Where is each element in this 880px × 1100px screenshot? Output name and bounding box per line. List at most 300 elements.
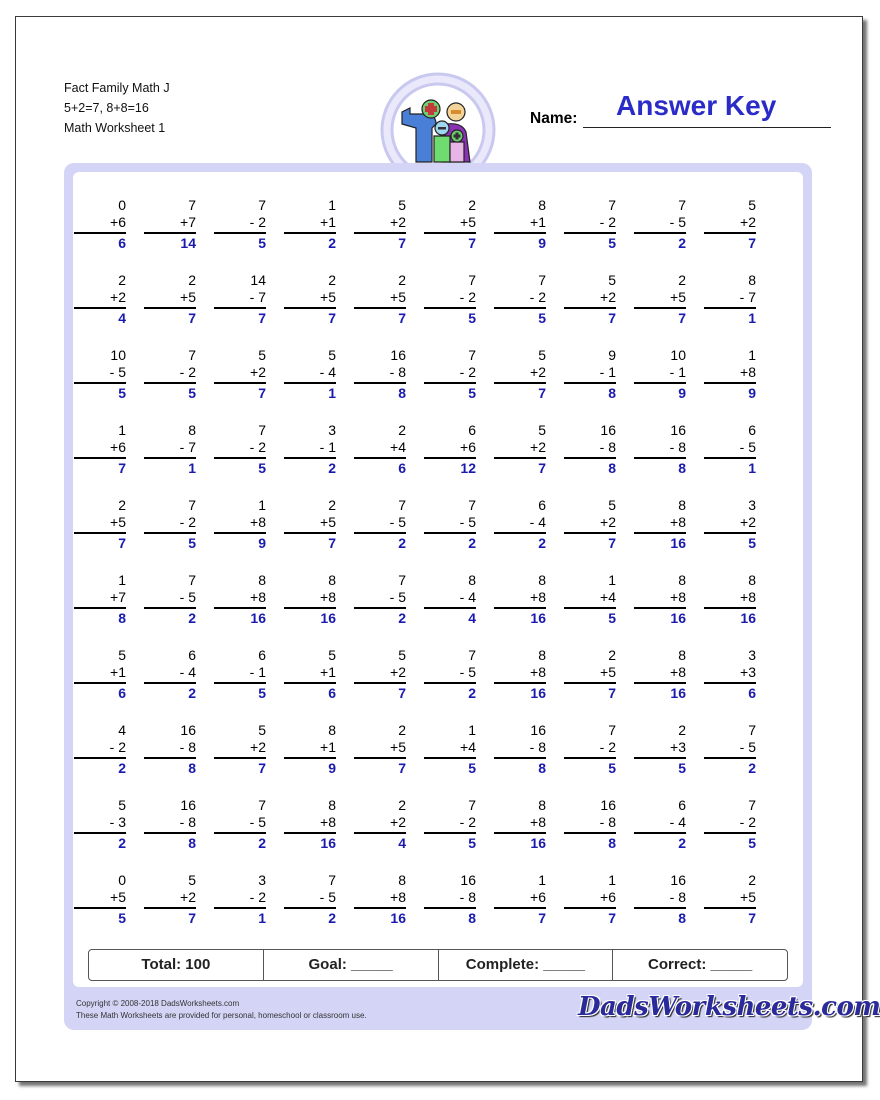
problem-operand: +2 [180, 889, 196, 905]
answer-line [284, 457, 336, 459]
correct-field[interactable]: Correct: _____ [648, 956, 753, 973]
answer-line [704, 307, 756, 309]
problem-top-number: 4 [118, 722, 126, 738]
problem [704, 422, 756, 486]
problem [634, 572, 686, 636]
problem-answer: 7 [608, 685, 616, 701]
problem [564, 347, 616, 411]
problem [74, 722, 126, 786]
answer-line [144, 757, 196, 759]
answer-line [494, 232, 546, 234]
problem-top-number: 7 [468, 797, 476, 813]
problem [284, 272, 336, 336]
problem [214, 872, 266, 936]
problem-answer: 8 [398, 385, 406, 401]
problem [354, 347, 406, 411]
problem-top-number: 8 [748, 572, 756, 588]
problem-operand: - 8 [459, 889, 476, 905]
answer-line [704, 532, 756, 534]
problem [564, 797, 616, 861]
answer-line [74, 532, 126, 534]
problem-operand: - 5 [739, 739, 756, 755]
answer-line [564, 457, 616, 459]
problem-operand: +2 [110, 289, 126, 305]
problem [144, 347, 196, 411]
problem-top-number: 1 [118, 572, 126, 588]
problem-top-number: 2 [188, 272, 196, 288]
problem-answer: 9 [538, 235, 546, 251]
problem [634, 347, 686, 411]
brand-logo: DadsWorksheets.com [578, 992, 880, 1022]
problem-answer: 7 [468, 235, 476, 251]
worksheet-number: Math Worksheet 1 [64, 121, 166, 135]
problem-operand: - 2 [179, 364, 196, 380]
answer-line [214, 757, 266, 759]
answer-line [284, 607, 336, 609]
complete-field[interactable]: Complete: _____ [439, 950, 614, 980]
problem-answer: 16 [390, 910, 406, 926]
answer-line [354, 232, 406, 234]
problem-answer: 7 [188, 310, 196, 326]
answer-line [74, 232, 126, 234]
answer-line [354, 832, 406, 834]
problem-operand: +8 [320, 814, 336, 830]
problem-operand: +6 [110, 439, 126, 455]
problem-operand: - 2 [599, 739, 616, 755]
problem-answer: 2 [678, 235, 686, 251]
answer-line [214, 457, 266, 459]
problem [494, 422, 546, 486]
problem-top-number: 5 [258, 722, 266, 738]
problem-operand: +5 [460, 214, 476, 230]
answer-line [494, 832, 546, 834]
problem-answer: 4 [468, 610, 476, 626]
problem-answer: 16 [250, 610, 266, 626]
problem-operand: +7 [180, 214, 196, 230]
problem-top-number: 7 [748, 722, 756, 738]
answer-line [634, 757, 686, 759]
problem [214, 422, 266, 486]
problem-top-number: 16 [600, 797, 616, 813]
problem [74, 572, 126, 636]
problem-operand: +8 [670, 514, 686, 530]
problem-operand: - 1 [599, 364, 616, 380]
problem [144, 797, 196, 861]
problem-top-number: 7 [748, 797, 756, 813]
problem-operand: - 2 [109, 739, 126, 755]
problem-operand: +5 [180, 289, 196, 305]
problem-answer: 5 [748, 535, 756, 551]
problem-top-number: 8 [188, 422, 196, 438]
problem-answer: 5 [468, 385, 476, 401]
problem [214, 722, 266, 786]
problem [214, 647, 266, 711]
problem-top-number: 2 [678, 722, 686, 738]
problem-operand: +5 [320, 514, 336, 530]
problem-top-number: 2 [398, 722, 406, 738]
problem-top-number: 7 [258, 797, 266, 813]
problem-operand: - 5 [249, 814, 266, 830]
problem-operand: - 4 [529, 514, 546, 530]
answer-line [564, 532, 616, 534]
problem [704, 722, 756, 786]
problem [284, 422, 336, 486]
answer-line [214, 607, 266, 609]
problem [494, 347, 546, 411]
problem [704, 347, 756, 411]
problem-answer: 7 [748, 910, 756, 926]
problem-top-number: 7 [398, 497, 406, 513]
answer-line [354, 682, 406, 684]
problem [634, 197, 686, 261]
problem-top-number: 16 [670, 422, 686, 438]
answer-line [424, 607, 476, 609]
problem-top-number: 2 [468, 197, 476, 213]
total-count: Total: 100 [89, 950, 264, 980]
answer-line [564, 382, 616, 384]
problem-operand: - 2 [459, 814, 476, 830]
problem-operand: +2 [250, 739, 266, 755]
problem-top-number: 5 [398, 647, 406, 663]
problem-top-number: 5 [608, 497, 616, 513]
goal-field[interactable]: Goal: _____ [264, 950, 439, 980]
problem-answer: 7 [398, 310, 406, 326]
problem-answer: 2 [328, 235, 336, 251]
problem [494, 797, 546, 861]
problem-top-number: 16 [460, 872, 476, 888]
answer-line [144, 607, 196, 609]
problem [424, 272, 476, 336]
answer-line [74, 907, 126, 909]
problem [354, 797, 406, 861]
problem-operand: - 1 [249, 664, 266, 680]
problem-top-number: 16 [600, 422, 616, 438]
problem-top-number: 2 [328, 272, 336, 288]
answer-line [284, 307, 336, 309]
problem-top-number: 7 [678, 197, 686, 213]
answer-line [214, 307, 266, 309]
problem-operand: +5 [110, 514, 126, 530]
problem [564, 722, 616, 786]
problem-operand: +8 [530, 664, 546, 680]
problem-top-number: 7 [608, 722, 616, 738]
problem-answer: 7 [328, 535, 336, 551]
answer-line [354, 457, 406, 459]
problem [564, 197, 616, 261]
answer-line [214, 682, 266, 684]
problem [564, 497, 616, 561]
problem [704, 797, 756, 861]
problem-top-number: 6 [258, 647, 266, 663]
problem-operand: - 8 [669, 889, 686, 905]
problem-operand: +5 [740, 889, 756, 905]
problem-operand: +2 [390, 814, 406, 830]
problem [354, 497, 406, 561]
problem-answer: 8 [188, 835, 196, 851]
problem-top-number: 5 [328, 647, 336, 663]
problem-operand: - 1 [669, 364, 686, 380]
problem-operand: - 2 [179, 514, 196, 530]
problem [634, 722, 686, 786]
problem-answer: 7 [118, 460, 126, 476]
problem [354, 272, 406, 336]
problem-top-number: 5 [258, 347, 266, 363]
problem-operand: +4 [390, 439, 406, 455]
answer-line [564, 832, 616, 834]
problem-answer: 2 [188, 685, 196, 701]
problem-top-number: 3 [258, 872, 266, 888]
problem-top-number: 8 [748, 272, 756, 288]
problem [144, 422, 196, 486]
problem [354, 872, 406, 936]
problem-top-number: 16 [180, 722, 196, 738]
problem-top-number: 8 [538, 647, 546, 663]
problem-answer: 8 [538, 760, 546, 776]
problem-answer: 2 [398, 535, 406, 551]
problem-top-number: 8 [398, 872, 406, 888]
problem-top-number: 8 [258, 572, 266, 588]
problem-top-number: 16 [180, 797, 196, 813]
problem-top-number: 7 [188, 197, 196, 213]
answer-line [564, 307, 616, 309]
problem [144, 497, 196, 561]
problem-top-number: 8 [328, 572, 336, 588]
problem-top-number: 14 [250, 272, 266, 288]
problem-answer: 16 [530, 685, 546, 701]
answer-line [284, 532, 336, 534]
problem-answer: 8 [188, 760, 196, 776]
problem-top-number: 16 [530, 722, 546, 738]
problem-operand: - 4 [669, 814, 686, 830]
problem-top-number: 5 [118, 797, 126, 813]
answer-line [284, 907, 336, 909]
problem-operand: - 7 [739, 289, 756, 305]
problem-answer: 16 [670, 610, 686, 626]
problem [634, 872, 686, 936]
problem [284, 872, 336, 936]
answer-line [74, 607, 126, 609]
problem-answer: 8 [468, 910, 476, 926]
problem-answer: 7 [258, 310, 266, 326]
problem-top-number: 8 [678, 572, 686, 588]
problem [144, 722, 196, 786]
problem-answer: 7 [328, 310, 336, 326]
answer-line [284, 832, 336, 834]
problem-top-number: 5 [328, 347, 336, 363]
problem [704, 497, 756, 561]
answer-line [144, 682, 196, 684]
problem-top-number: 7 [258, 422, 266, 438]
problem [424, 197, 476, 261]
problem-top-number: 0 [118, 197, 126, 213]
answer-line [494, 532, 546, 534]
problem-top-number: 2 [328, 497, 336, 513]
problem-top-number: 2 [608, 647, 616, 663]
answer-line [634, 682, 686, 684]
problem-top-number: 2 [748, 872, 756, 888]
problem-answer: 7 [258, 385, 266, 401]
problem-operand: - 3 [109, 814, 126, 830]
answer-line [634, 907, 686, 909]
problem-answer: 5 [608, 235, 616, 251]
problem-answer: 9 [328, 760, 336, 776]
problem-answer: 16 [670, 685, 686, 701]
problem-top-number: 5 [398, 197, 406, 213]
answer-line [704, 757, 756, 759]
problem [564, 272, 616, 336]
problem-top-number: 16 [670, 872, 686, 888]
problem-answer: 5 [258, 460, 266, 476]
problem-top-number: 5 [538, 347, 546, 363]
problem [564, 572, 616, 636]
problem-operand: - 8 [529, 739, 546, 755]
problem-operand: +8 [530, 814, 546, 830]
problem-top-number: 0 [118, 872, 126, 888]
problem-top-number: 7 [188, 347, 196, 363]
answer-line [424, 307, 476, 309]
problem-top-number: 7 [328, 872, 336, 888]
problem-top-number: 1 [258, 497, 266, 513]
worksheet-info [64, 78, 170, 138]
problem-answer: 7 [398, 760, 406, 776]
problem-operand: +2 [390, 214, 406, 230]
problem-operand: - 7 [249, 289, 266, 305]
answer-line [634, 607, 686, 609]
problem [284, 497, 336, 561]
problem [494, 272, 546, 336]
answer-line [74, 757, 126, 759]
answer-line [564, 682, 616, 684]
problem-answer: 2 [188, 610, 196, 626]
problem-top-number: 5 [118, 647, 126, 663]
answer-line [704, 457, 756, 459]
answer-line [354, 757, 406, 759]
problem-answer: 8 [118, 610, 126, 626]
problem-answer: 2 [328, 460, 336, 476]
problem-answer: 12 [460, 460, 476, 476]
problem [634, 497, 686, 561]
problem-answer: 6 [328, 685, 336, 701]
problem-answer: 5 [188, 535, 196, 551]
problem [144, 872, 196, 936]
problem-operand: +8 [740, 364, 756, 380]
problem-answer: 2 [678, 835, 686, 851]
problem-answer: 5 [468, 835, 476, 851]
problem-answer: 7 [398, 685, 406, 701]
problem-operand: +1 [320, 664, 336, 680]
answer-line [74, 832, 126, 834]
problem-operand: - 8 [599, 439, 616, 455]
problem-operand: - 2 [249, 439, 266, 455]
problem-top-number: 7 [468, 647, 476, 663]
problem [704, 572, 756, 636]
problem [214, 347, 266, 411]
answer-line [144, 832, 196, 834]
problem-top-number: 8 [678, 497, 686, 513]
problem-answer: 2 [118, 760, 126, 776]
answer-line [354, 907, 406, 909]
answer-line [144, 232, 196, 234]
problem-answer: 6 [118, 685, 126, 701]
problem-answer: 1 [748, 310, 756, 326]
problem-answer: 8 [678, 910, 686, 926]
problem-answer: 5 [748, 835, 756, 851]
problem [214, 797, 266, 861]
problem [144, 572, 196, 636]
problem-answer: 7 [258, 760, 266, 776]
problem-answer: 5 [678, 760, 686, 776]
problem-operand: - 2 [459, 364, 476, 380]
problem-operand: - 5 [669, 214, 686, 230]
problem-answer: 2 [328, 910, 336, 926]
problem [424, 722, 476, 786]
problem-operand: - 5 [179, 589, 196, 605]
problem-answer: 5 [468, 310, 476, 326]
problem [634, 422, 686, 486]
problem-top-number: 5 [538, 422, 546, 438]
answer-line [354, 607, 406, 609]
problem-operand: - 8 [599, 814, 616, 830]
problem-answer: 6 [118, 235, 126, 251]
problem-answer: 8 [608, 835, 616, 851]
problem-operand: +1 [320, 214, 336, 230]
problem-top-number: 6 [538, 497, 546, 513]
problem-top-number: 8 [678, 647, 686, 663]
answer-line [424, 682, 476, 684]
problem-top-number: 8 [538, 797, 546, 813]
problem-top-number: 6 [468, 422, 476, 438]
problem-answer: 7 [678, 310, 686, 326]
problem-top-number: 8 [538, 572, 546, 588]
answer-line [424, 907, 476, 909]
problem-answer: 1 [258, 910, 266, 926]
answer-line [634, 457, 686, 459]
problem-operand: - 5 [739, 439, 756, 455]
problem-answer: 9 [678, 385, 686, 401]
answer-line [214, 832, 266, 834]
problem-top-number: 6 [748, 422, 756, 438]
answer-line [494, 457, 546, 459]
problem-operand: - 7 [179, 439, 196, 455]
problem-top-number: 10 [670, 347, 686, 363]
problem-operand: - 5 [389, 514, 406, 530]
answer-line [494, 682, 546, 684]
answer-line [214, 232, 266, 234]
problem [704, 197, 756, 261]
problem [284, 572, 336, 636]
problem-top-number: 7 [188, 497, 196, 513]
problem [214, 572, 266, 636]
problem-operand: +8 [740, 589, 756, 605]
problem-operand: - 8 [179, 739, 196, 755]
problem [144, 197, 196, 261]
problem-answer: 7 [538, 460, 546, 476]
problem-operand: +2 [530, 439, 546, 455]
answer-line [704, 682, 756, 684]
problem [494, 197, 546, 261]
problem [74, 347, 126, 411]
problem-top-number: 7 [468, 272, 476, 288]
problem-operand: +7 [110, 589, 126, 605]
answer-line [284, 757, 336, 759]
problem [284, 197, 336, 261]
problem-answer: 7 [608, 910, 616, 926]
problem-answer: 2 [398, 610, 406, 626]
answer-line [494, 757, 546, 759]
problem [74, 647, 126, 711]
name-field-line[interactable] [583, 127, 831, 128]
problem [74, 422, 126, 486]
